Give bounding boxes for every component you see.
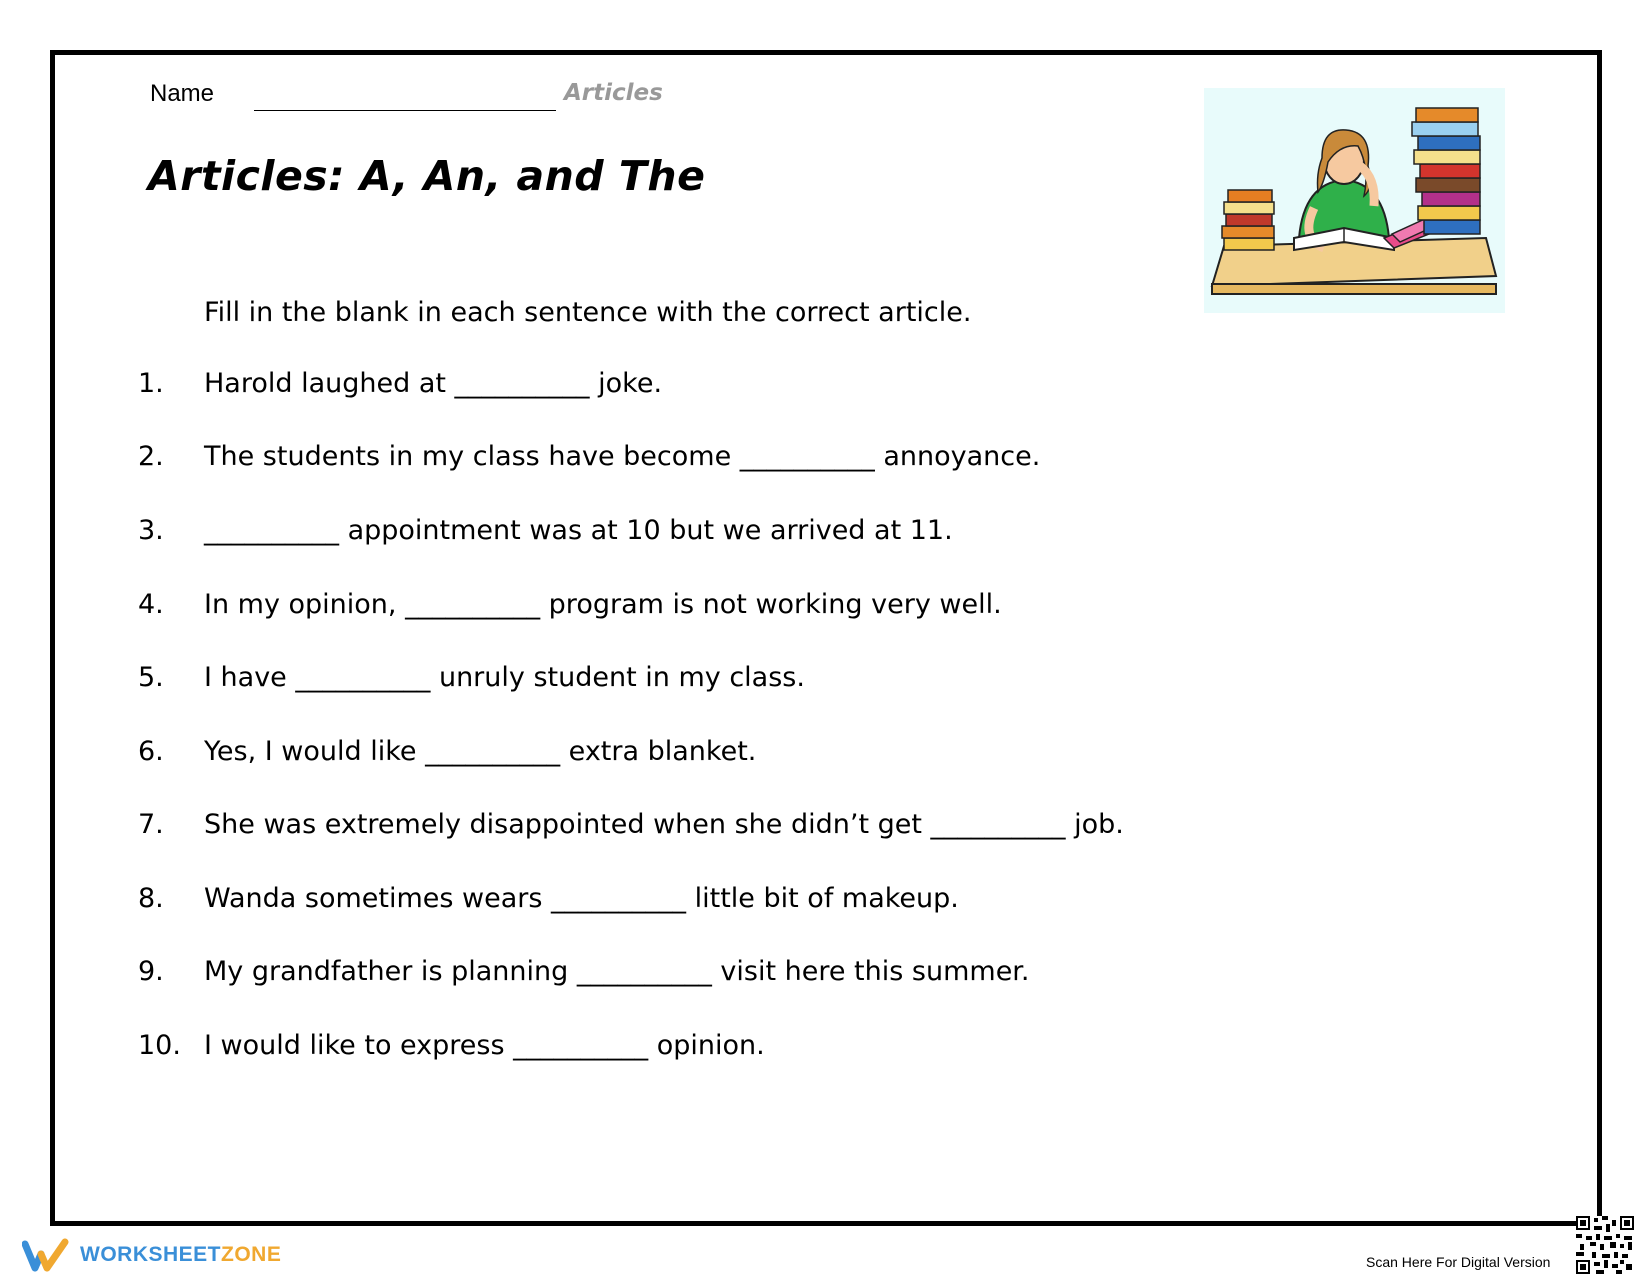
question-number: 2.: [138, 441, 164, 472]
worksheet-title: Articles: A, An, and The: [148, 152, 706, 200]
question-number: 9.: [138, 956, 164, 987]
name-line: [254, 110, 556, 111]
question-text: Yes, I would like __________ extra blanket.: [204, 736, 757, 767]
question-text: I have __________ unruly student in my class.: [204, 662, 805, 693]
question-text: Harold laughed at __________ joke.: [204, 368, 663, 399]
qr-code-icon[interactable]: [1576, 1216, 1634, 1274]
worksheetzone-logo[interactable]: [22, 1238, 281, 1272]
worksheetzone-logo-icon: [22, 1238, 70, 1272]
question-number: 6.: [138, 736, 164, 767]
question-number: 8.: [138, 883, 164, 914]
question-text: I would like to express __________ opinion.: [204, 1030, 765, 1061]
name-label: Name: [150, 80, 215, 107]
question-number: 10.: [138, 1030, 181, 1061]
question-text: She was extremely disappointed when she didn’t get __________ job.: [204, 809, 1124, 840]
instructions: Fill in the blank in each sentence with the correct article.: [204, 297, 972, 328]
question-number: 4.: [138, 589, 164, 620]
subject-label: Articles: [564, 80, 663, 106]
question-text: My grandfather is planning __________ visit here this summer.: [204, 956, 1030, 987]
scan-text: Scan Here For Digital Version: [1366, 1254, 1551, 1270]
question-text: Wanda sometimes wears __________ little bit of makeup.: [204, 883, 959, 914]
question-text: In my opinion, __________ program is not working very well.: [204, 589, 1002, 620]
brand-wordmark: WORKSHEETZONE: [80, 1243, 282, 1266]
question-text: __________ appointment was at 10 but we arrived at 11.: [204, 515, 953, 546]
question-number: 7.: [138, 809, 164, 840]
question-number: 5.: [138, 662, 164, 693]
girl-reading-books-illustration: [1204, 88, 1505, 313]
question-number: 3.: [138, 515, 164, 546]
question-text: The students in my class have become __________ annoyance.: [204, 441, 1041, 472]
question-number: 1.: [138, 368, 164, 399]
